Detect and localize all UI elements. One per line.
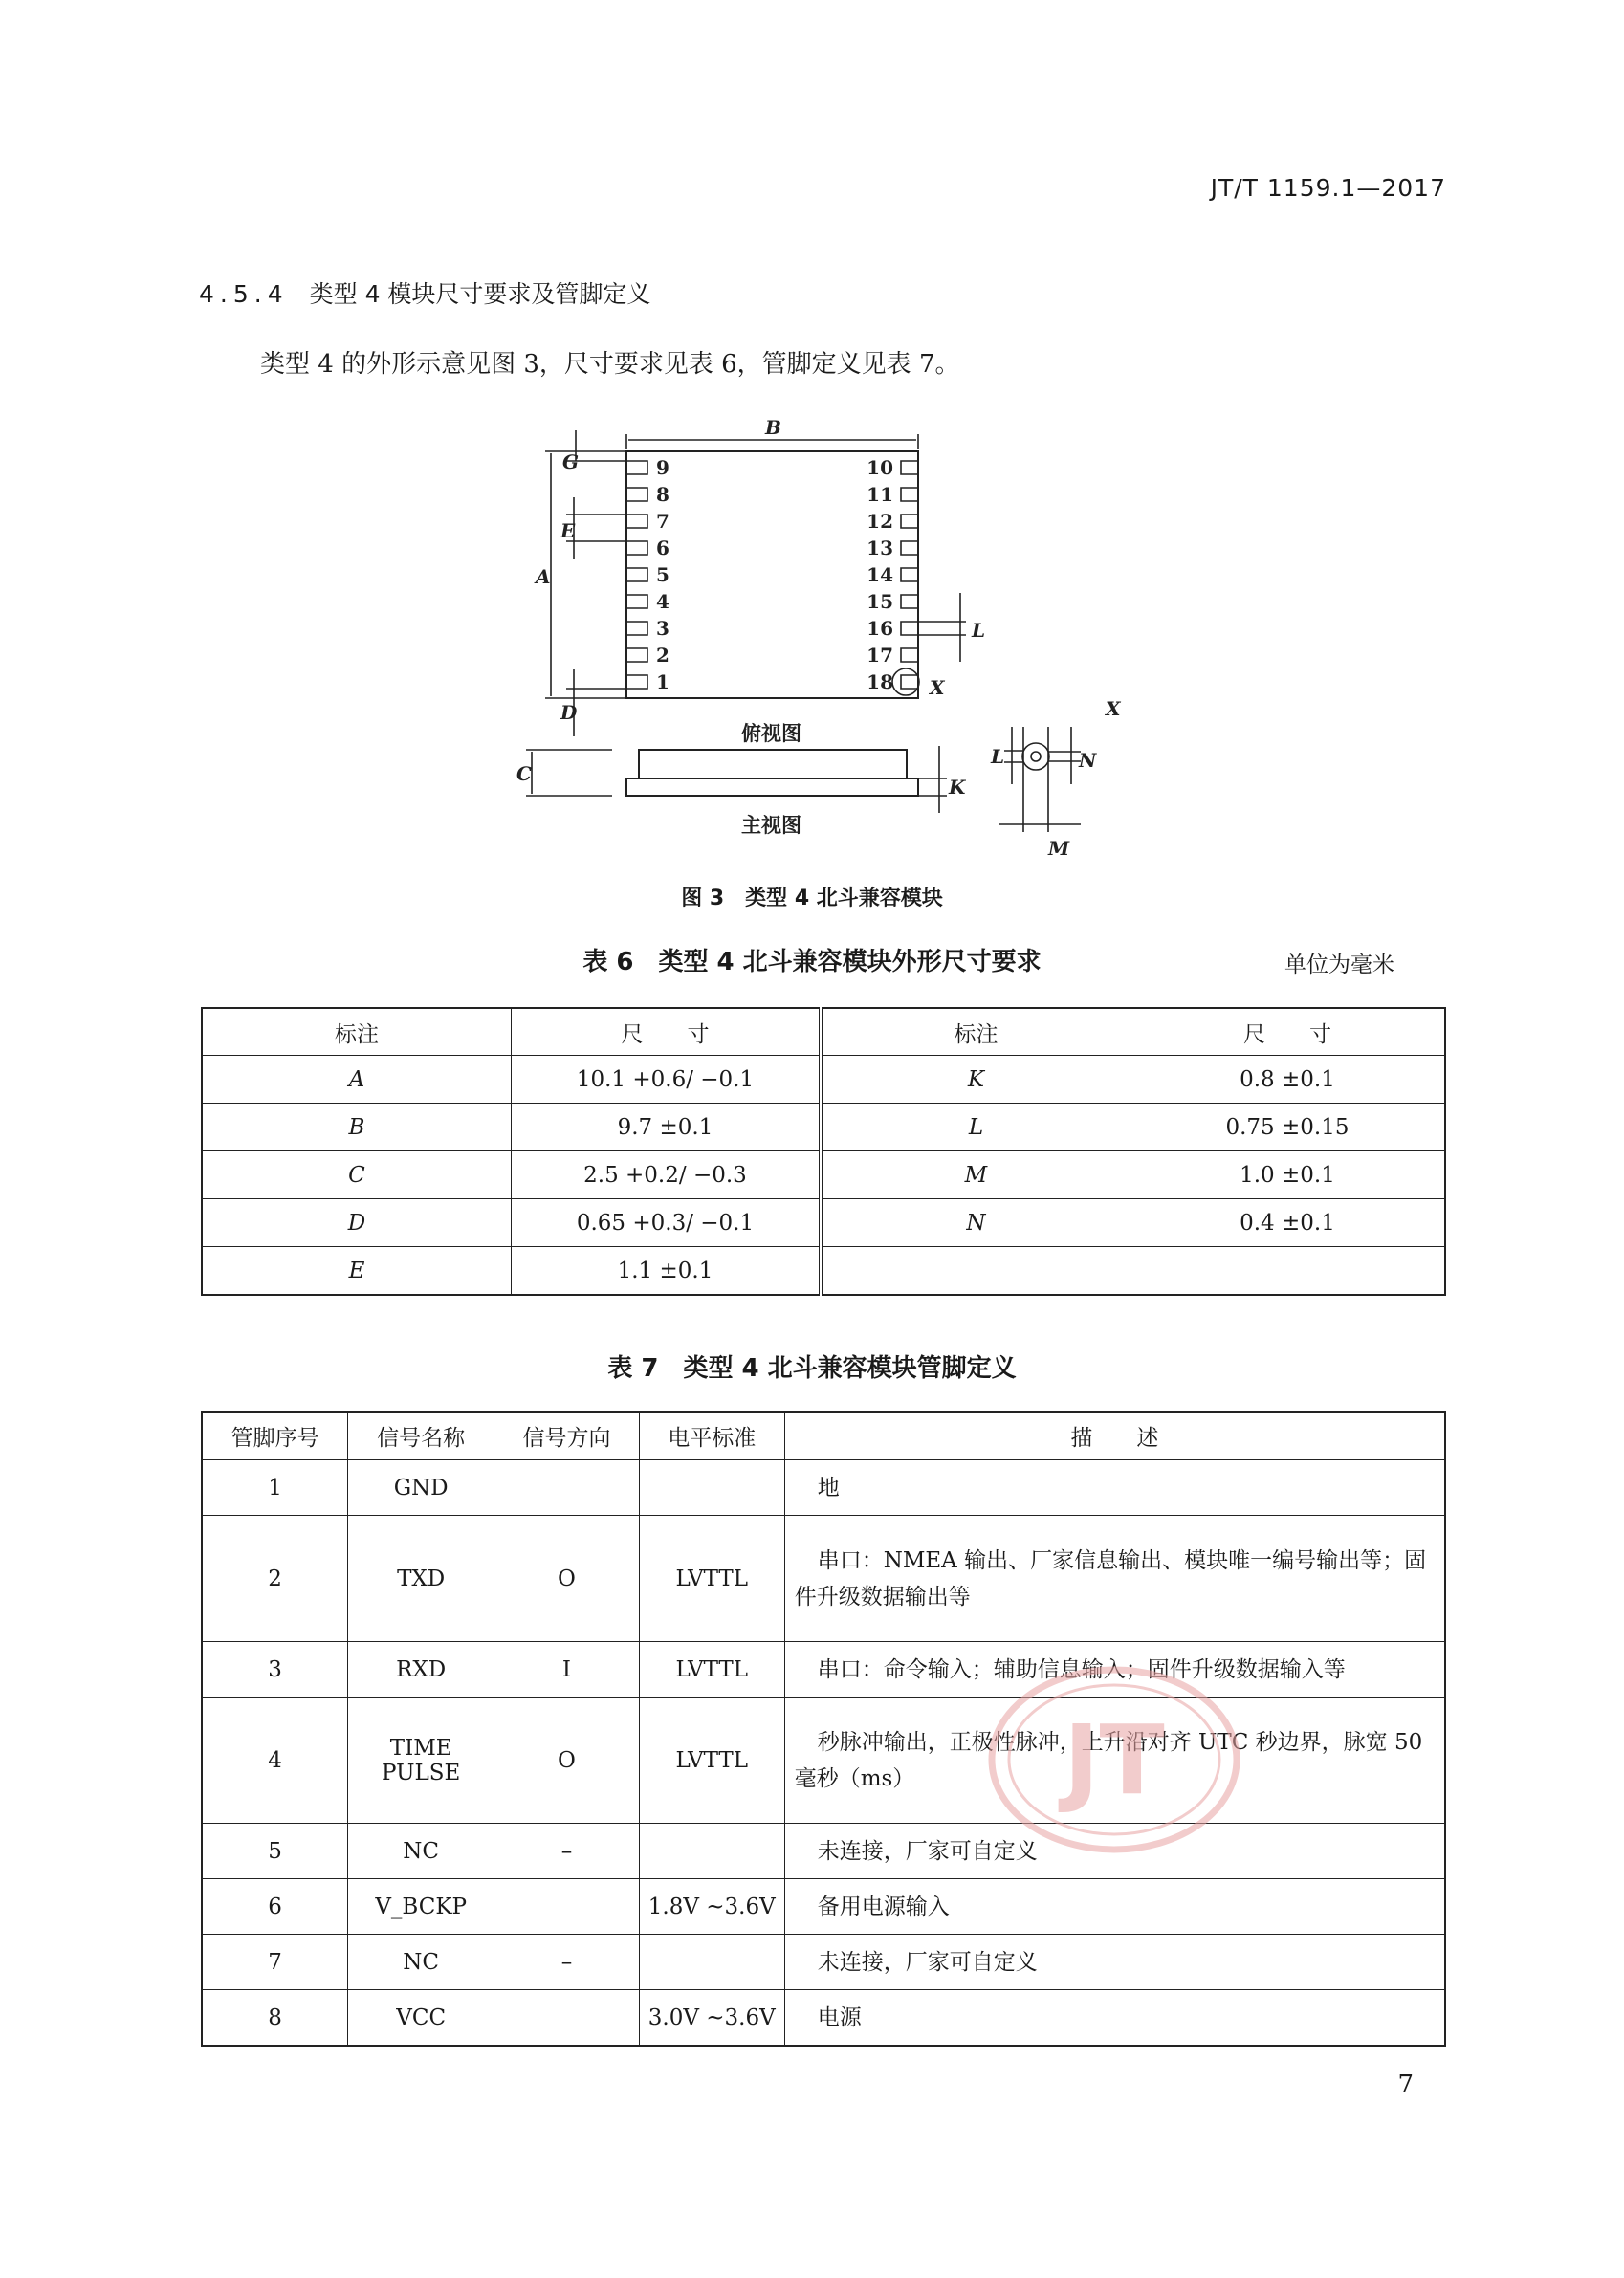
page-number: 7 <box>1397 2070 1414 2099</box>
pin-number-8: 8 <box>656 483 669 506</box>
table-cell: 5 <box>202 1824 348 1879</box>
dimension-table <box>201 1007 1446 1296</box>
table-cell <box>494 1460 640 1516</box>
table-cell: RXD <box>348 1642 494 1698</box>
header-cell: 信号方向 <box>494 1412 640 1460</box>
table-cell: N <box>821 1199 1130 1247</box>
pad-detail <box>999 727 1081 832</box>
table-row <box>202 1104 1445 1151</box>
dim-label-e: E <box>560 519 576 542</box>
pin-number-16: 16 <box>867 617 893 640</box>
pin-number-5: 5 <box>656 563 669 586</box>
figure-caption-number: 图 3 <box>681 887 725 910</box>
description-text: 秒脉冲输出，正极性脉冲，上升沿对齐 UTC 秒边界，脉宽 50 毫秒（ms） <box>794 1729 1423 1791</box>
pin-number-3: 3 <box>656 617 669 640</box>
table-cell-description: 未连接，厂家可自定义 <box>784 1935 1445 1990</box>
table6-title-text: 类型 4 北斗兼容模块外形尺寸要求 <box>658 948 1042 976</box>
table-cell: V_BCKP <box>348 1879 494 1935</box>
table-cell: VCC <box>348 1990 494 2047</box>
svg-text:JT: JT <box>1064 1704 1165 1816</box>
table-row <box>202 1935 1445 1990</box>
table-cell: 1.1 ±0.1 <box>511 1247 821 1296</box>
table-cell: NC <box>348 1935 494 1990</box>
table-cell: 3 <box>202 1642 348 1698</box>
pin-number-17: 17 <box>867 644 893 667</box>
header-cell: 管脚序号 <box>202 1412 348 1460</box>
table-cell: 1.8V ~3.6V <box>639 1879 784 1935</box>
table-cell: D <box>202 1199 511 1247</box>
front-view-label: 主视图 <box>741 813 801 837</box>
table-cell-description: 备用电源输入 <box>784 1879 1445 1935</box>
table-cell: LVTTL <box>639 1698 784 1824</box>
table-row <box>202 1460 1445 1516</box>
table-cell <box>494 1990 640 2047</box>
table-cell: 7 <box>202 1935 348 1990</box>
table-cell <box>639 1824 784 1879</box>
pin-number-13: 13 <box>867 537 893 559</box>
pin-number-4: 4 <box>656 590 669 613</box>
table-cell: I <box>494 1642 640 1698</box>
module-front-view-base <box>626 778 918 796</box>
table-row <box>202 1056 1445 1104</box>
table-cell: TXD <box>348 1516 494 1642</box>
table-cell-description: 电源 <box>784 1990 1445 2047</box>
header-cell: 信号名称 <box>348 1412 494 1460</box>
table-cell: 0.75 ±0.15 <box>1130 1104 1445 1151</box>
dim-label-x-detail: X <box>1106 697 1121 720</box>
dim-label-m: M <box>1048 837 1070 860</box>
table-cell-description: 未连接，厂家可自定义 <box>784 1824 1445 1879</box>
dim-label-l-top: L <box>972 619 986 642</box>
header-cell: 标注 <box>202 1008 511 1056</box>
dim-label-a: A <box>536 565 551 588</box>
table-cell: M <box>821 1151 1130 1199</box>
table-cell: E <box>202 1247 511 1296</box>
section-number: 4.5.4 <box>199 280 289 308</box>
jt-watermark-stamp <box>985 1664 1243 1855</box>
figure-caption-text: 类型 4 北斗兼容模块 <box>745 887 943 910</box>
table-header-row <box>202 1412 1445 1460</box>
dim-label-c: C <box>516 762 532 785</box>
table-cell: 4 <box>202 1698 348 1824</box>
table-row <box>202 1879 1445 1935</box>
left-pads <box>626 461 647 689</box>
table7-title-text: 类型 4 北斗兼容模块管脚定义 <box>683 1354 1017 1383</box>
table-cell: O <box>494 1516 640 1642</box>
table-row <box>202 1642 1445 1698</box>
table-cell <box>494 1879 640 1935</box>
table-cell-description: 串口：命令输入；辅助信息输入；固件升级数据输入等 <box>784 1642 1445 1698</box>
table-cell: 1 <box>202 1460 348 1516</box>
table-cell: 0.4 ±0.1 <box>1130 1199 1445 1247</box>
pin-number-18: 18 <box>867 670 893 693</box>
dim-label-x-top: X <box>930 676 945 699</box>
table-row <box>202 1516 1445 1642</box>
pin-number-10: 10 <box>867 456 893 479</box>
table-cell: L <box>821 1104 1130 1151</box>
right-pads <box>901 461 918 689</box>
pin-number-6: 6 <box>656 537 669 559</box>
pin-number-2: 2 <box>656 644 669 667</box>
table-cell: 0.8 ±0.1 <box>1130 1056 1445 1104</box>
header-cell: 尺 寸 <box>1130 1008 1445 1056</box>
pin-number-1: 1 <box>656 670 669 693</box>
dim-label-n: N <box>1079 749 1097 772</box>
dim-label-b: B <box>765 416 781 439</box>
table-cell: LVTTL <box>639 1516 784 1642</box>
pin-definition-table <box>201 1411 1446 2047</box>
pin-number-15: 15 <box>867 590 893 613</box>
table-cell: LVTTL <box>639 1642 784 1698</box>
section-heading <box>199 275 650 310</box>
dim-label-g: G <box>562 450 580 473</box>
table-cell-description: 地 <box>784 1460 1445 1516</box>
table-cell: 10.1 +0.6/ −0.1 <box>511 1056 821 1104</box>
table-cell <box>1130 1247 1445 1296</box>
intro-paragraph: 类型 4 的外形示意见图 3，尺寸要求见表 6，管脚定义见表 7。 <box>260 350 960 379</box>
table-cell <box>639 1935 784 1990</box>
table-cell: – <box>494 1935 640 1990</box>
header-cell: 尺 寸 <box>511 1008 821 1056</box>
table-row <box>202 1151 1445 1199</box>
table6-unit: 单位为毫米 <box>1284 953 1394 977</box>
table7-title <box>0 1348 1624 1384</box>
table-cell: B <box>202 1104 511 1151</box>
figure-caption <box>0 882 1624 911</box>
top-view-label: 俯视图 <box>741 721 801 745</box>
table-row <box>202 1199 1445 1247</box>
standard-code: JT/T 1159.1—2017 <box>1210 174 1446 202</box>
dim-label-k: K <box>949 776 966 799</box>
table-cell: A <box>202 1056 511 1104</box>
pin-number-9: 9 <box>656 456 669 479</box>
table-cell: 3.0V ~3.6V <box>639 1990 784 2047</box>
table-cell: 8 <box>202 1990 348 2047</box>
pin-number-12: 12 <box>867 510 893 533</box>
table-cell: 6 <box>202 1879 348 1935</box>
table-cell: 1.0 ±0.1 <box>1130 1151 1445 1199</box>
table-cell: NC <box>348 1824 494 1879</box>
table-row <box>202 1990 1445 2047</box>
header-cell: 标注 <box>821 1008 1130 1056</box>
description-text: 串口：NMEA 输出、厂家信息输出、模块唯一编号输出等；固件升级数据输出等 <box>794 1547 1427 1610</box>
header-cell: 电平标准 <box>639 1412 784 1460</box>
pin-number-11: 11 <box>867 483 893 506</box>
table-cell: 2 <box>202 1516 348 1642</box>
table-cell: – <box>494 1824 640 1879</box>
table7-title-number: 表 7 <box>607 1354 659 1383</box>
table-cell: 9.7 ±0.1 <box>511 1104 821 1151</box>
table-cell <box>639 1460 784 1516</box>
table-cell: O <box>494 1698 640 1824</box>
module-front-view-body <box>639 750 907 778</box>
table-cell: 0.65 +0.3/ −0.1 <box>511 1199 821 1247</box>
dim-label-l-detail: L <box>991 745 1005 768</box>
table-cell: TIME PULSE <box>348 1698 494 1824</box>
table-cell: 2.5 +0.2/ −0.3 <box>511 1151 821 1199</box>
table-cell: GND <box>348 1460 494 1516</box>
section-title: 类型 4 模块尺寸要求及管脚定义 <box>309 280 651 308</box>
table-row <box>202 1698 1445 1824</box>
table-cell-description <box>784 1516 1445 1642</box>
table6-title-number: 表 6 <box>582 948 634 976</box>
table-row <box>202 1247 1445 1296</box>
table-row <box>202 1824 1445 1879</box>
table-cell <box>821 1247 1130 1296</box>
table-cell: K <box>821 1056 1130 1104</box>
pin-number-14: 14 <box>867 563 893 586</box>
module-outline-figure <box>507 411 1138 870</box>
table-cell: C <box>202 1151 511 1199</box>
dim-label-d: D <box>560 701 578 724</box>
pin-number-7: 7 <box>656 510 669 533</box>
header-cell: 描 述 <box>784 1412 1445 1460</box>
pad-18-detail-circle <box>892 668 919 695</box>
table-header-row <box>202 1008 1445 1056</box>
